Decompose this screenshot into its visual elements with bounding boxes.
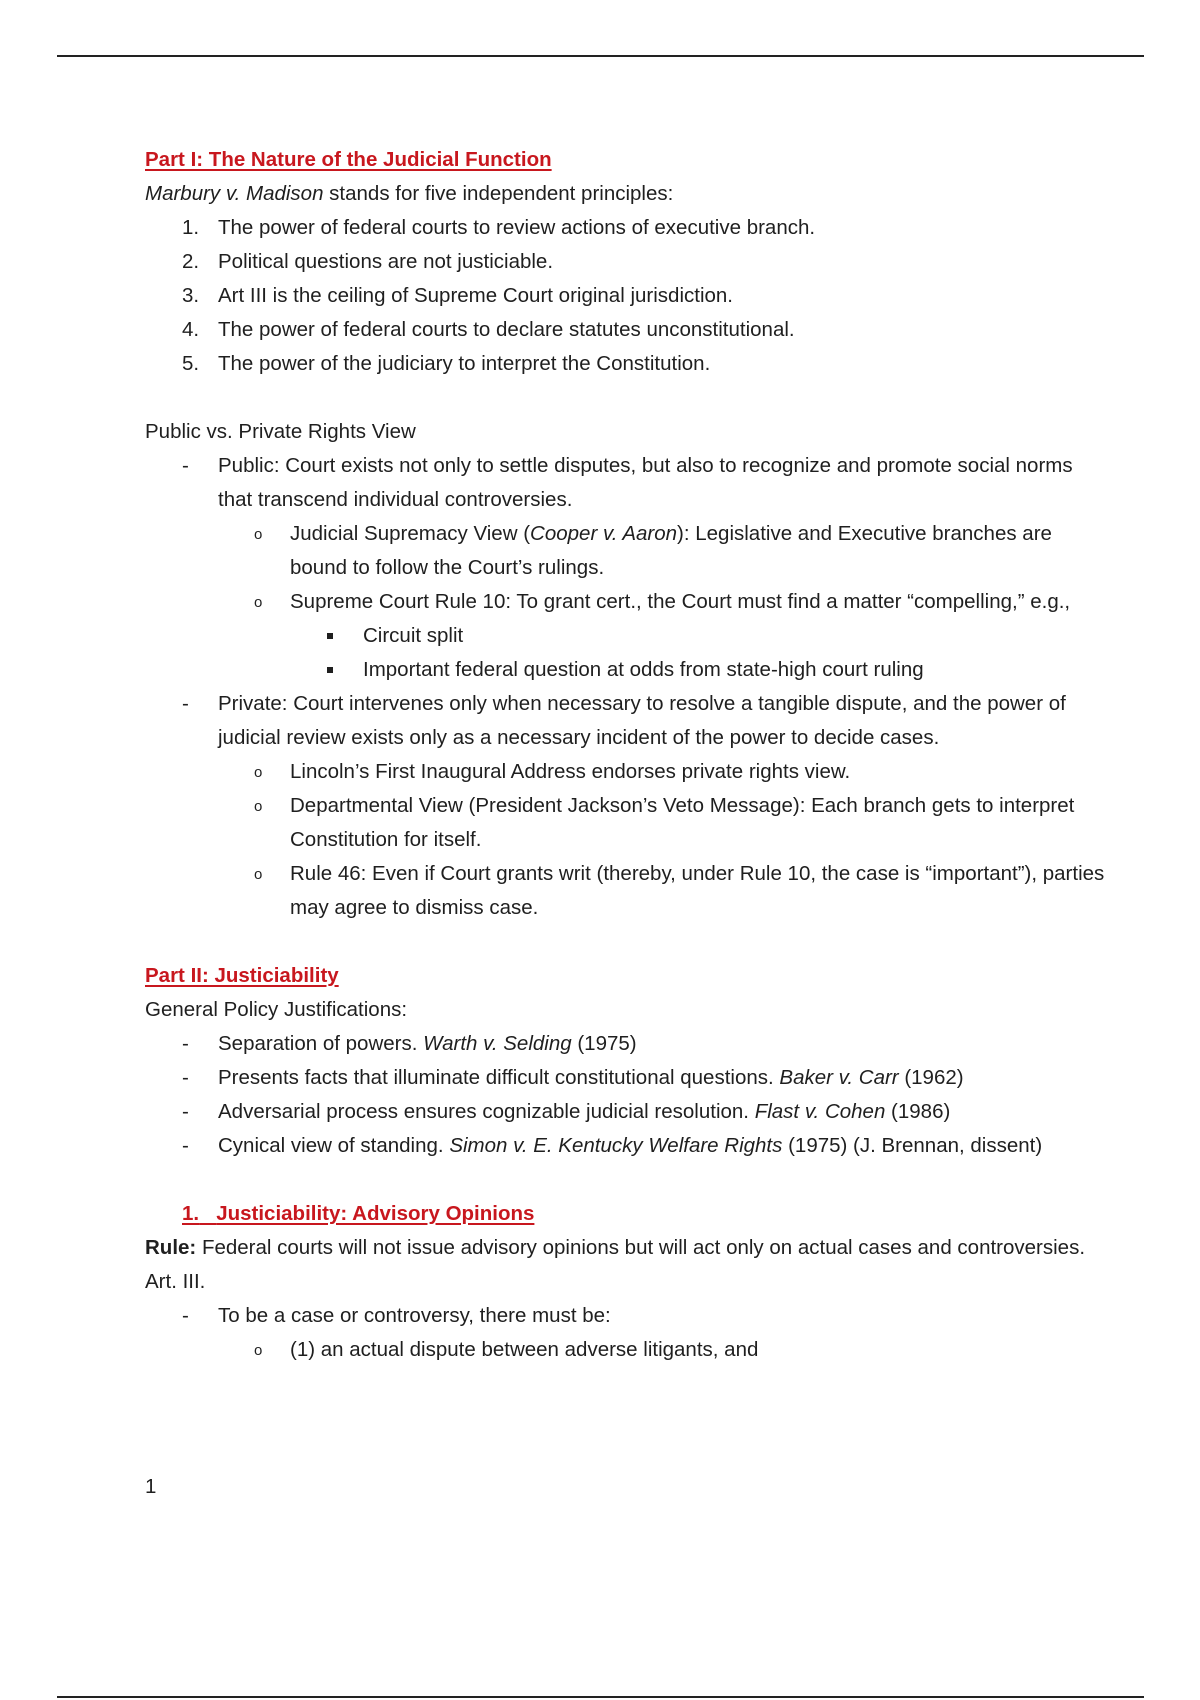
circle-bullet: o [254, 764, 263, 781]
subitem-text: Lincoln’s First Inaugural Address endorses private rights view. [290, 760, 851, 783]
judicial-supremacy-text: Judicial Supremacy View ( [290, 522, 531, 545]
judicial-supremacy-item [218, 517, 1105, 585]
header-rule [57, 55, 1144, 57]
subitem-text: Departmental View (President Jackson’s Veto Message): Each branch gets to interpret Constitution for itself. [290, 794, 1075, 851]
case-controversy-list [145, 1299, 1105, 1367]
part-2-heading: Part II: Justiciability [145, 964, 339, 987]
public-rights-text: Public: Court exists not only to settle disputes, but also to recognize and promote social norms that transcend individual controversies. [218, 454, 1073, 511]
dash-bullet: - [182, 1134, 189, 1157]
dash-bullet: - [182, 692, 189, 715]
document-body [145, 143, 1105, 1367]
justification-text: Separation of powers. [218, 1032, 424, 1055]
circle-bullet: o [254, 1342, 263, 1359]
case-year: (1962) [898, 1066, 964, 1089]
requirement-text: To be a case or controversy, there must be: [218, 1304, 611, 1327]
federal-question-item [290, 653, 1105, 687]
private-rights-sublist [145, 755, 1105, 925]
marbury-case-name: Marbury v. Madison [145, 182, 324, 205]
cooper-case-name: Cooper v. Aaron [530, 522, 678, 545]
circle-bullet: o [254, 866, 263, 883]
case-controversy-item [145, 1299, 1105, 1367]
principle-number: 1. [182, 216, 200, 239]
judicial-supremacy-text-end: ): Legislative and Executive branches are bound to follow the Court’s rulings. [290, 522, 1052, 579]
circuit-split-item [290, 619, 1105, 653]
dash-bullet: - [182, 1100, 189, 1123]
rule-label: Rule: [145, 1236, 197, 1259]
private-rights-text: Private: Court intervenes only when necessary to resolve a tangible dispute, and the power of judicial review exists only as a necessary incident of the power to decide cases. [218, 692, 1066, 749]
circle-bullet: o [254, 798, 263, 815]
principle-text: Political questions are not justiciable. [218, 250, 554, 273]
spacer [145, 1163, 1105, 1197]
advisory-rule [145, 1231, 1105, 1299]
principle-text: The power of the judiciary to interpret the Constitution. [218, 352, 711, 375]
dash-bullet: - [182, 454, 189, 477]
advisory-heading-text: Justiciability: Advisory Opinions [216, 1202, 535, 1225]
principle-number: 5. [182, 352, 200, 375]
square-bullet [327, 633, 333, 639]
principle-item [145, 279, 1105, 313]
public-rights-item [145, 449, 1105, 687]
spacer [145, 381, 1105, 415]
dash-bullet: - [182, 1032, 189, 1055]
example-text: Circuit split [363, 624, 464, 647]
private-rights-subitem [218, 755, 1105, 789]
public-rights-sublist [145, 517, 1105, 687]
case-name: Baker v. Carr [779, 1066, 899, 1089]
dash-bullet: - [182, 1066, 189, 1089]
spacer [145, 925, 1105, 959]
principle-text: Art III is the ceiling of Supreme Court original jurisdiction. [218, 284, 734, 307]
circle-bullet: o [254, 526, 263, 543]
justification-item [145, 1095, 1105, 1129]
rule-10-examples [218, 619, 1105, 687]
justification-text: Adversarial process ensures cognizable judicial resolution. [218, 1100, 755, 1123]
case-name: Flast v. Cohen [754, 1100, 886, 1123]
principle-item [145, 313, 1105, 347]
example-text: Important federal question at odds from state-high court ruling [363, 658, 924, 681]
case-year: (1975) [571, 1032, 637, 1055]
advisory-opinions-heading [145, 1197, 1105, 1231]
dash-bullet: - [182, 1304, 189, 1327]
principle-number: 3. [182, 284, 200, 307]
principle-text: The power of federal courts to declare statutes unconstitutional. [218, 318, 795, 341]
requirement-item [218, 1333, 1105, 1367]
marbury-intro-text: stands for five independent principles: [323, 182, 674, 205]
marbury-intro [145, 177, 1105, 211]
footer-rule [57, 1696, 1144, 1698]
justification-item [145, 1129, 1105, 1163]
principle-item [145, 245, 1105, 279]
rule-10-text: Supreme Court Rule 10: To grant cert., the Court must find a matter “compelling,” e.g., [290, 590, 1071, 613]
part-1-heading: Part I: The Nature of the Judicial Function [145, 148, 552, 171]
justification-text: Presents facts that illuminate difficult constitutional questions. [218, 1066, 780, 1089]
rights-view-list [145, 449, 1105, 925]
requirement-sublist [145, 1333, 1105, 1367]
case-name: Warth v. Selding [423, 1032, 572, 1055]
principle-text: The power of federal courts to review actions of executive branch. [218, 216, 816, 239]
justification-text: Cynical view of standing. [218, 1134, 450, 1157]
rule-10-item [218, 585, 1105, 687]
principle-item [145, 347, 1105, 381]
rights-view-title: Public vs. Private Rights View [145, 420, 416, 443]
private-rights-subitem [218, 857, 1105, 925]
page-number: 1 [145, 1475, 157, 1498]
advisory-number: 1. [182, 1202, 200, 1225]
marbury-principles-list [145, 211, 1105, 381]
principle-number: 4. [182, 318, 200, 341]
private-rights-item [145, 687, 1105, 925]
private-rights-subitem [218, 789, 1105, 857]
case-name: Simon v. E. Kentucky Welfare Rights [449, 1134, 783, 1157]
case-year: (1975) (J. Brennan, dissent) [782, 1134, 1043, 1157]
case-year: (1986) [885, 1100, 951, 1123]
justification-item [145, 1061, 1105, 1095]
square-bullet [327, 667, 333, 673]
principle-item [145, 211, 1105, 245]
policy-title: General Policy Justifications: [145, 998, 408, 1021]
subitem-text: Rule 46: Even if Court grants writ (thereby, under Rule 10, the case is “important”), parties may agree to dismiss case. [290, 862, 1105, 919]
circle-bullet: o [254, 594, 263, 611]
rule-text: Federal courts will not issue advisory opinions but will act only on actual cases and controversies. Art. III. [145, 1236, 1086, 1293]
justification-item [145, 1027, 1105, 1061]
principle-number: 2. [182, 250, 200, 273]
requirement-item-text: (1) an actual dispute between adverse litigants, and [290, 1338, 759, 1361]
policy-justifications-list [145, 1027, 1105, 1163]
